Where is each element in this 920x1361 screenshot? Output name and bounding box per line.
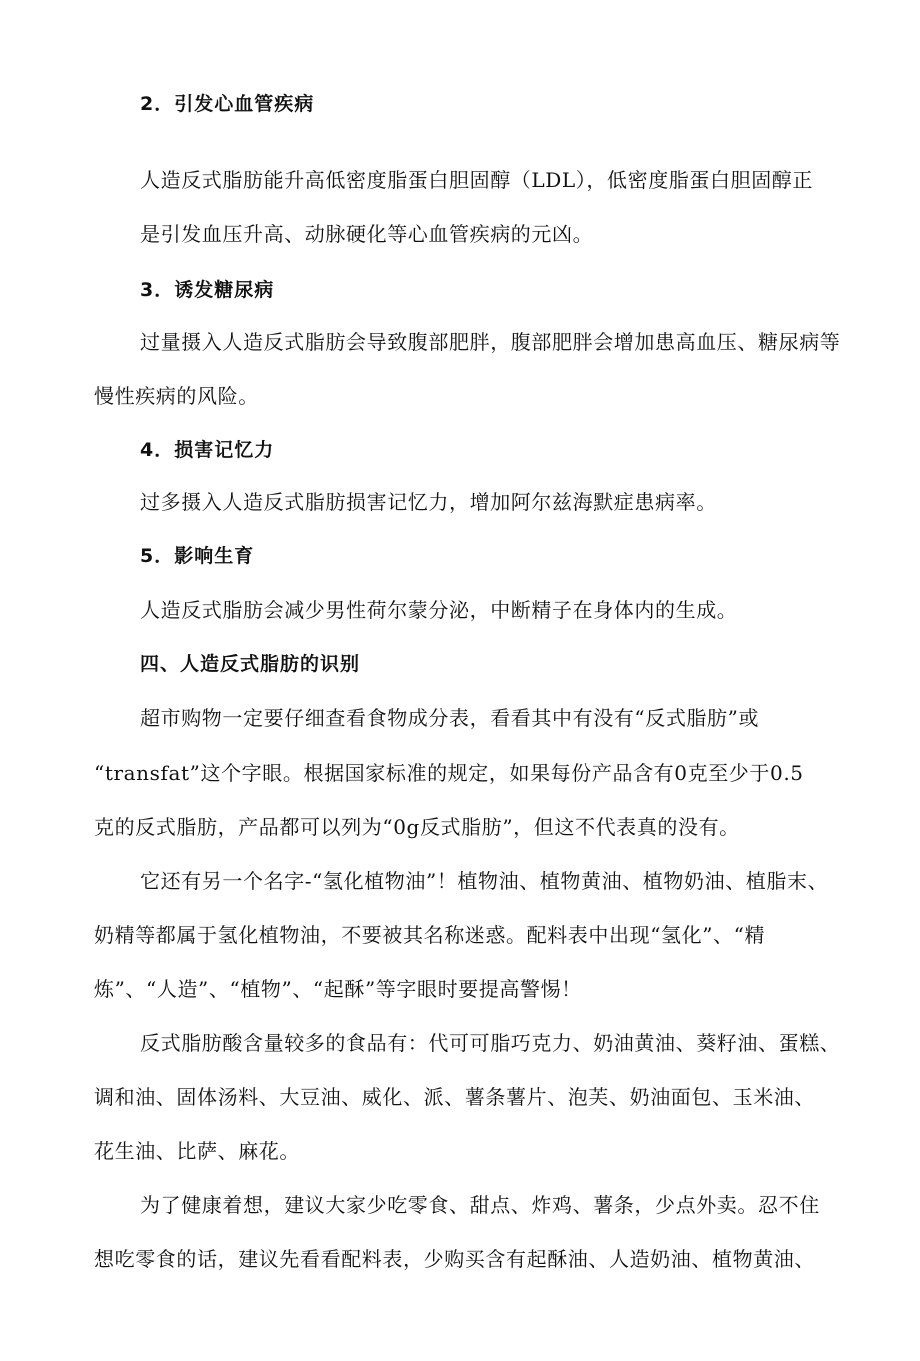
paragraph-line: 炼”、“人造”、“植物”、“起酥”等字眼时要提高警惕！ xyxy=(94,977,582,1001)
paragraph-line: 反式脂肪酸含量较多的食品有：代可可脂巧克力、奶油黄油、葵籽油、蛋糕、 xyxy=(140,1031,841,1055)
paragraph-line: 人造反式脂肪会减少男性荷尔蒙分泌，中断精子在身体内的生成。 xyxy=(140,598,738,622)
paragraph-line: 花生油、比萨、麻花。 xyxy=(94,1139,300,1163)
paragraph-line: 是引发血压升高、动脉硬化等心血管疾病的元凶。 xyxy=(140,222,594,246)
paragraph-line: 过多摄入人造反式脂肪损害记忆力，增加阿尔兹海默症患病率。 xyxy=(140,490,717,514)
paragraph-line: 克的反式脂肪，产品都可以列为“0g反式脂肪”，但这不代表真的没有。 xyxy=(94,815,740,839)
section-heading-fertility: 5．影响生育 xyxy=(140,545,255,567)
paragraph-line: 为了健康着想，建议大家少吃零食、甜点、炸鸡、薯条，少点外卖。忍不住 xyxy=(140,1193,820,1217)
paragraph-line: 慢性疾病的风险。 xyxy=(94,384,259,408)
paragraph-line: “transfat”这个字眼。根据国家标准的规定，如果每份产品含有0克至少于0.5 xyxy=(94,761,804,785)
section-heading-cardiovascular: 2．引发心血管疾病 xyxy=(140,93,315,115)
section-heading-memory: 4．损害记忆力 xyxy=(140,439,275,461)
paragraph-line: 调和油、固体汤料、大豆油、威化、派、薯条薯片、泡芙、奶油面包、玉米油、 xyxy=(94,1085,815,1109)
paragraph-line: 超市购物一定要仔细查看食物成分表，看看其中有没有“反式脂肪”或 xyxy=(140,706,760,730)
paragraph-line: 它还有另一个名字-“氢化植物油”！植物油、植物黄油、植物奶油、植脂末、 xyxy=(140,869,829,893)
paragraph-line: 过量摄入人造反式脂肪会导致腹部肥胖，腹部肥胖会增加患高血压、糖尿病等 xyxy=(140,330,841,354)
paragraph-line: 奶精等都属于氢化植物油，不要被其名称迷惑。配料表中出现“氢化”、“精 xyxy=(94,923,766,947)
section-heading-diabetes: 3．诱发糖尿病 xyxy=(140,279,275,301)
paragraph-line: 人造反式脂肪能升高低密度脂蛋白胆固醇（LDL），低密度脂蛋白胆固醇正 xyxy=(140,168,813,192)
section-heading-identification: 四、人造反式脂肪的识别 xyxy=(140,653,361,675)
paragraph-line: 想吃零食的话，建议先看看配料表，少购买含有起酥油、人造奶油、植物黄油、 xyxy=(94,1247,815,1271)
